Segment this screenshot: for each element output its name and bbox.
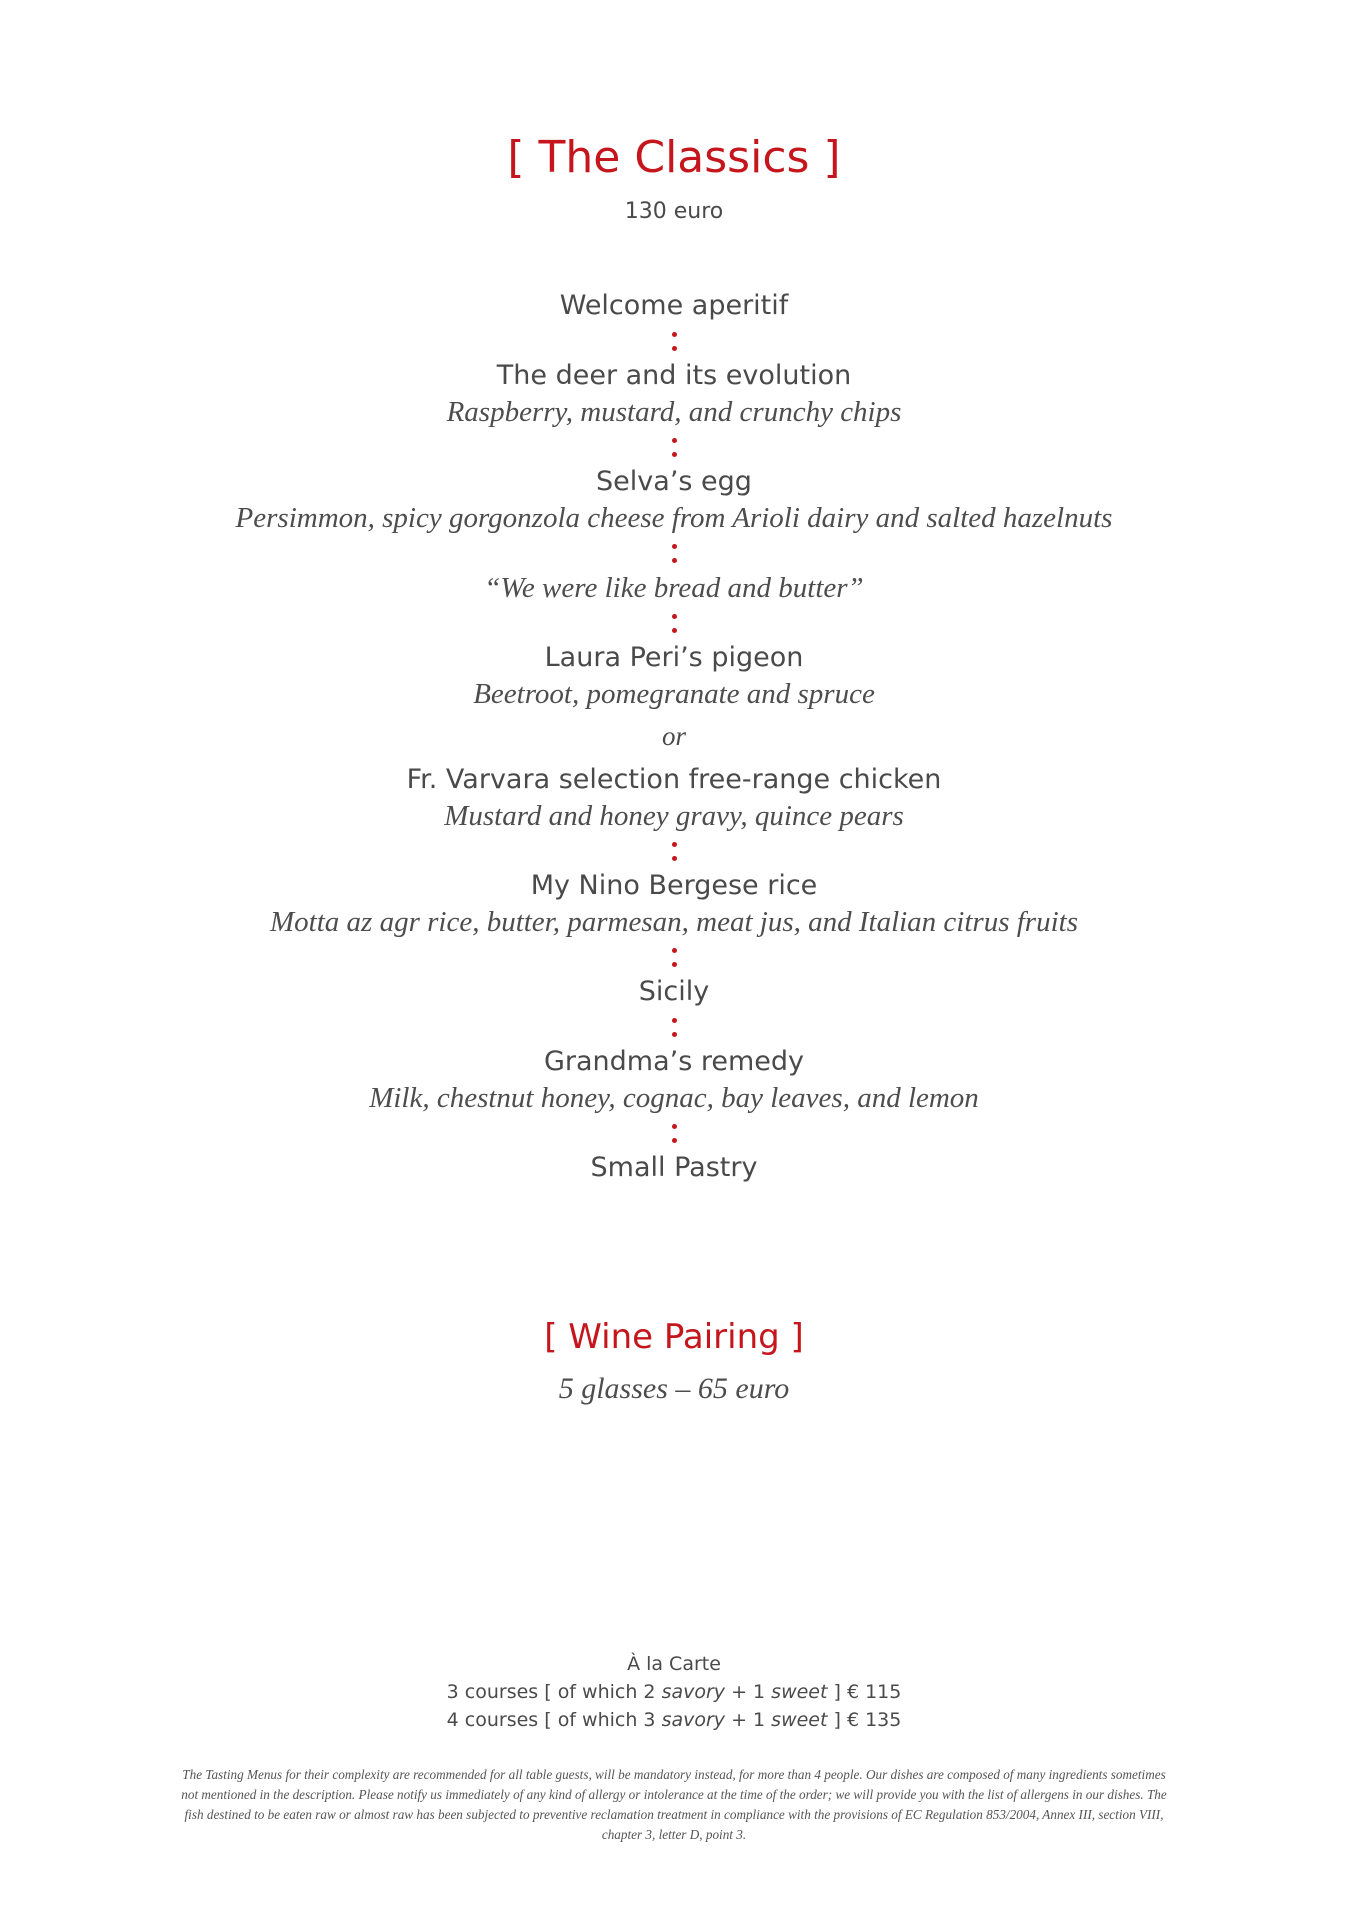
separator-dots — [0, 1012, 1348, 1044]
or-label: or — [661, 721, 686, 751]
course-item — [0, 974, 1348, 1010]
dish-name: Grandma’s remedy — [543, 1046, 805, 1077]
a-la-carte-option-3-courses: 3 courses [ of which 2 savory + 1 sweet ] € 115 — [446, 1681, 902, 1703]
menu-price: 130 euro — [624, 199, 724, 224]
dish-description: Milk, chestnut honey, cognac, bay leaves, and lemon — [369, 1082, 979, 1114]
separator-dots — [0, 608, 1348, 640]
dish-description: Persimmon, spicy gorgonzola cheese from Arioli dairy and salted hazelnuts — [235, 502, 1113, 534]
course-item — [0, 1044, 1348, 1116]
course-list — [0, 288, 1348, 1186]
a-la-carte-title: À la Carte — [627, 1653, 721, 1675]
dish-name: Laura Peri’s pigeon — [544, 642, 804, 673]
course-item — [0, 868, 1348, 940]
allergen-footnote: The Tasting Menus for their complexity are recommended for all table guests, will be mandatory instead, for more than 4 people. Our dishes are composed of many ingredients sometimes not mentioned in the description. Please notify us immediately of any kind of allergy or intolerance at the time of the order; we will provide you with the list of allergens in our dishes. The fish destined to be eaten raw or almost raw has been subjected to preventive reclamation treatment in compliance with the provisions of EC Regulation 853/2004, Annex III, section VIII, chapter 3, letter D, point 3. — [181, 1767, 1167, 1842]
wine-pairing-price: 5 glasses – 65 euro — [558, 1372, 790, 1405]
course-item — [0, 1150, 1348, 1186]
menu-title: [ The Classics ] — [507, 132, 841, 183]
dish-name: Small Pastry — [590, 1152, 758, 1183]
dish-name: Sicily — [638, 976, 710, 1007]
dish-description: Motta az agr rice, butter, parmesan, meat jus, and Italian citrus fruits — [270, 906, 1078, 938]
separator-dots — [0, 538, 1348, 570]
course-item — [0, 288, 1348, 324]
wine-pairing-title: [ Wine Pairing ] — [544, 1317, 804, 1357]
course-item — [0, 358, 1348, 430]
dish-name: The deer and its evolution — [496, 360, 852, 391]
dish-name: Welcome aperitif — [559, 290, 789, 321]
separator-dots — [0, 942, 1348, 974]
alt-dish-description: Mustard and honey gravy, quince pears — [444, 800, 904, 832]
a-la-carte-option-4-courses: 4 courses [ of which 3 savory + 1 sweet ] € 135 — [446, 1709, 902, 1731]
a-la-carte-section — [0, 1650, 1348, 1734]
course-item — [0, 640, 1348, 834]
course-item — [0, 464, 1348, 536]
dish-name: Selva’s egg — [596, 466, 752, 497]
dish-name: My Nino Bergese rice — [530, 870, 818, 901]
separator-dots — [0, 836, 1348, 868]
separator-dots — [0, 432, 1348, 464]
separator-dots — [0, 1118, 1348, 1150]
alt-dish-name: Fr. Varvara selection free-range chicken — [406, 764, 942, 795]
dish-description: Raspberry, mustard, and crunchy chips — [446, 396, 902, 428]
separator-dots — [0, 326, 1348, 358]
dish-quote: “We were like bread and butter” — [484, 572, 864, 604]
dish-description: Beetroot, pomegranate and spruce — [473, 678, 875, 710]
course-item — [0, 570, 1348, 606]
